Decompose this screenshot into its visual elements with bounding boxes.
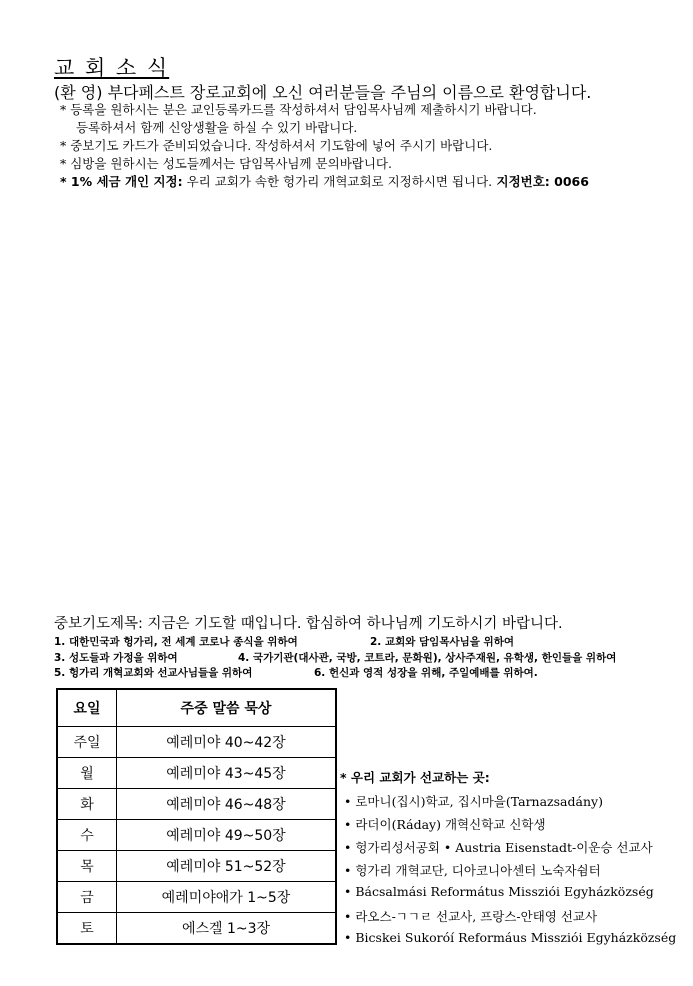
day-cell: 목 xyxy=(57,851,117,882)
welcome-message: (환 영) 부다페스트 장로교회에 오신 여러분들을 주님의 이름으로 환영합니다. xyxy=(54,83,592,102)
prayer-item: 6. 헌신과 영적 성장을 위해, 주일예배를 위하여. xyxy=(314,667,538,679)
mission-item: • 라더이(Ráday) 개혁신학교 신학생 xyxy=(344,817,546,832)
reading-cell: 예레미야애가 1~5장 xyxy=(117,882,337,913)
reading-cell: 에스겔 1~3장 xyxy=(117,913,337,945)
prayer-title: 중보기도제목: 지금은 기도할 때입니다. 합심하여 하나님께 기도하시기 바랍니다. xyxy=(54,616,563,632)
tax-prefix: * 1% 세금 개인 지정: xyxy=(60,174,183,189)
prayer-item: 3. 성도들과 가정을 위하여 xyxy=(54,652,178,664)
mission-item: • 라오스-ㄱㄱㄹ 선교사, 프랑스-안태영 선교사 xyxy=(344,909,598,924)
notice-tax xyxy=(60,172,589,190)
missions-heading: * 우리 교회가 선교하는 곳: xyxy=(340,770,490,785)
notice-prayer-card: * 중보기도 카드가 준비되었습니다. 작성하셔서 기도함에 넣어 주시기 바랍니다. xyxy=(60,138,493,153)
mission-item: • 로마니(집시)학교, 집시마을(Tarnazsadány) xyxy=(344,794,603,809)
reading-cell: 예레미야 49~50장 xyxy=(117,820,337,851)
reading-cell: 예레미야 46~48장 xyxy=(117,789,337,820)
table-row xyxy=(57,882,336,913)
page-title: 교 회 소 식 xyxy=(54,56,170,80)
day-cell: 월 xyxy=(57,758,117,789)
mission-item: • Bácsalmási Református Missziói Egyházközség xyxy=(344,884,654,899)
mission-item: • 헝가리 개혁교단, 디아코니아센터 노숙자쉼터 xyxy=(344,863,601,878)
reading-cell: 예레미야 51~52장 xyxy=(117,851,337,882)
tax-code: 지정번호: 0066 xyxy=(492,174,589,189)
day-cell: 금 xyxy=(57,882,117,913)
tax-body: 우리 교회가 속한 헝가리 개혁교회로 지정하시면 됩니다. xyxy=(182,174,493,189)
mission-item: • 헝가리성서공회 • Austria Eisenstadt-이운승 선교사 xyxy=(344,840,653,855)
header-day: 요일 xyxy=(57,689,117,727)
table-row xyxy=(57,727,336,758)
day-cell: 주일 xyxy=(57,727,117,758)
day-cell: 수 xyxy=(57,820,117,851)
notice-registration: * 등록을 원하시는 분은 교인등록카드를 작성하셔서 담임목사님께 제출하시기 바랍니다. xyxy=(60,102,537,117)
table-header-row xyxy=(57,689,336,727)
notice-registration-cont: 등록하셔서 함께 신앙생활을 하실 수 있기 바랍니다. xyxy=(76,120,358,135)
table-row xyxy=(57,913,336,945)
day-cell: 화 xyxy=(57,789,117,820)
day-cell: 토 xyxy=(57,913,117,945)
prayer-item: 1. 대한민국과 헝가리, 전 세계 코로나 종식을 위하여 xyxy=(54,636,298,648)
table-row xyxy=(57,758,336,789)
prayer-item: 4. 국가기관(대사관, 국방, 코트라, 문화원), 상사주재원, 유학생, 한인들을 위하여 xyxy=(238,652,617,664)
prayer-item: 2. 교회와 담임목사님을 위하여 xyxy=(370,636,514,648)
meditation-table xyxy=(56,688,337,945)
reading-cell: 예레미야 40~42장 xyxy=(117,727,337,758)
mission-item: • Bicskei Sukoróí Reformáus Missziói Egyházközség xyxy=(344,930,677,945)
header-reading: 주중 말씀 묵상 xyxy=(117,689,337,727)
table-row xyxy=(57,789,336,820)
table-row xyxy=(57,851,336,882)
table-row xyxy=(57,820,336,851)
reading-cell: 예레미야 43~45장 xyxy=(117,758,337,789)
notice-visitation: * 심방을 원하시는 성도들께서는 담임목사님께 문의바랍니다. xyxy=(60,156,392,171)
prayer-item: 5. 헝가리 개혁교회와 선교사님들을 위하여 xyxy=(54,667,253,679)
